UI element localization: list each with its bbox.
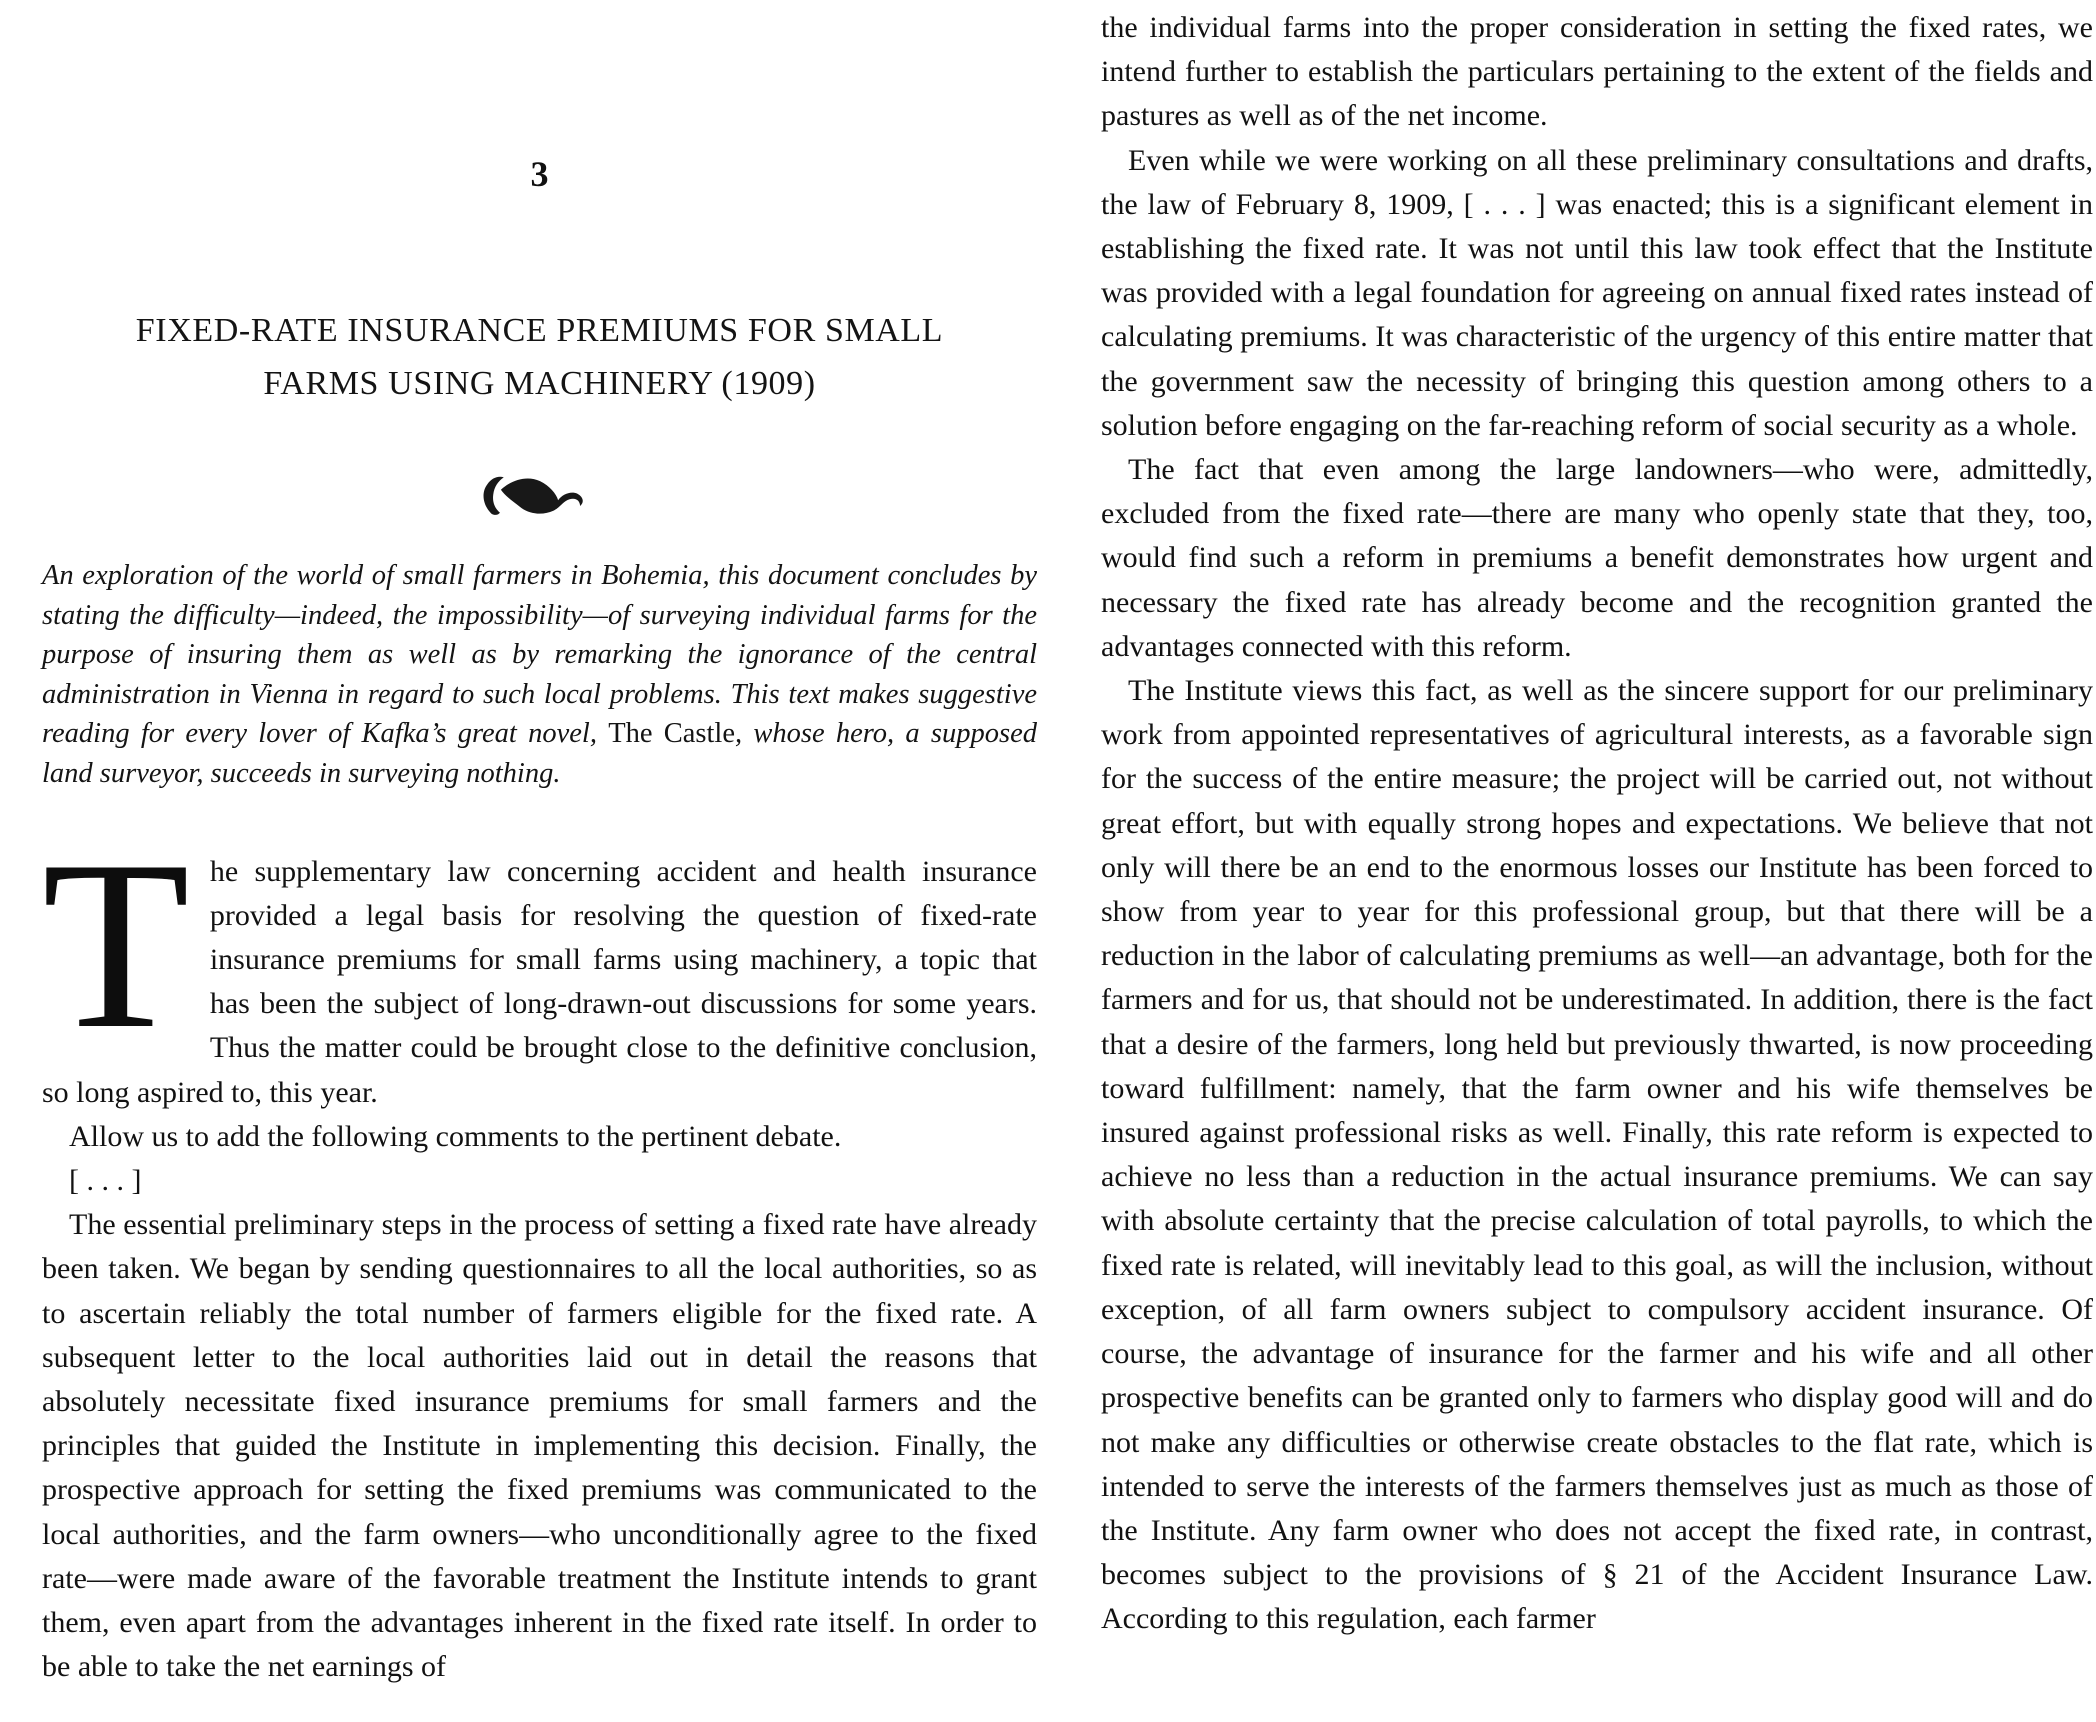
- editorial-note-text: An exploration of the world of small farmers in Bohemia, this document concludes by stating the difficulty—indeed, the impossibility—of surveying individual farms for the purpose of insuring them as well as by remarking the ignorance of the central administration in Vienna in regard to such local problems. This text makes suggestive reading for every lover of Kafka’s great novel,: [42, 560, 1037, 750]
- body-paragraph: Allow us to add the following comments to the pertinent debate.: [69, 1119, 842, 1153]
- left-column: [42, 0, 1037, 1722]
- left-column-body: [42, 810, 1037, 1690]
- book-title-mention: The Castle: [608, 718, 735, 750]
- body-paragraph: The fact that even among the large landowners—who were, admittedly, excluded from the fixed rate—there are many who openly state that they, too, would find such a reform in premiums a benefit demonstrates how urgent and necessary the fixed rate has already become and the recognition granted the advantages connected with this reform.: [1101, 453, 2093, 663]
- fleuron-ornament-icon: [42, 468, 1037, 522]
- editorial-note: [42, 556, 1037, 794]
- body-paragraph: The Institute views this fact, as well as the sincere support for our preliminary work from appointed representatives of agricultural interests, as a favorable sign for the success of the entire measure; the project will be carried out, not without great effort, but with equally strong hopes and expectations. We believe that not only will there be an end to the enormous losses our Institute has been forced to show from year to year for this professional group, but that there will be a reduction in the labor of calculating premiums as well—an advantage, both for the farmers and for us, that should not be underestimated. In addition, there is the fact that a desire of the farmers, long held but previously thwarted, is now proceeding toward fulfillment: namely, that the farm owner and his wife themselves be insured against professional risks as well. Finally, this rate reform is expected to achieve no less than a reduction in the actual insurance premiums. We can say with absolute certainty that the precise calculation of total payrolls, to which the fixed rate is related, will inevitably lead to this goal, as will the inclusion, without exception, of all farm owners subject to compulsory accident insurance. Of course, the advantage of insurance for the farmer and his wife and all other prospective benefits can be granted only to farmers who display good will and do not make any difficulties or otherwise create obstacles to the flat rate, which is intended to serve the interests of the farmers themselves just as much as those of the Institute. Any farm owner who does not accept the fixed rate, in contrast, becomes subject to the provisions of § 21 of the Accident Insurance Law. According to this regulation, each farmer: [1101, 674, 2093, 1636]
- body-paragraph: Even while we were working on all these preliminary consultations and drafts, the law of February 8, 1909, [ . . . ] was enacted; this is a significant element in establishing the fixed rate. It was not until this law took effect that the Institute was provided with a legal foundation for agreeing on annual fixed rates instead of calculating premiums. It was characteristic of the urgency of this entire matter that the government saw the necessity of bringing this question among others to a solution before engaging on the far-reaching reform of social security as a whole.: [1101, 143, 2093, 442]
- paragraph-text: he supplementary law concerning accident and health insurance provided a legal basis for resolving the question of fixed-rate insurance premiums for small farms using machinery, a topic that has been the subject of long-drawn-out discussions for some years. Thus the matter could be brought close to the definitive conclusion, so long aspired to, this year.: [42, 854, 1037, 1109]
- right-column: [1101, 0, 2093, 1722]
- chapter-number: 3: [530, 154, 549, 194]
- chapter-title: FIXED-RATE INSURANCE PREMIUMS FOR SMALL FARMS USING MACHINERY (1909): [135, 312, 944, 402]
- body-paragraph: [ . . . ]: [69, 1163, 142, 1197]
- drop-cap: T: [42, 810, 190, 1079]
- body-paragraph: [42, 810, 1037, 1115]
- editorial-note-text: , whose hero, a supposed land surveyor, succeeds in surveying nothing.: [42, 718, 1037, 789]
- body-paragraph: The essential preliminary steps in the process of setting a fixed rate have already been taken. We began by sending questionnaires to all the local authorities, so as to ascertain reliably the total number of farmers eligible for the fixed rate. A subsequent letter to the local authorities laid out in detail the reasons that absolutely necessitate fixed insurance premiums for small farmers and the principles that guided the Institute in implementing this decision. Finally, the prospective approach for setting the fixed premiums was communicated to the local authorities, and the farm owners—who unconditionally agree to the fixed rate—were made aware of the favorable treatment the Institute intends to grant them, even apart from the advantages inherent in the fixed rate itself. In order to be able to take the net earnings of: [42, 1208, 1037, 1684]
- body-paragraph: the individual farms into the proper consideration in setting the fixed rates, we intend further to establish the particulars pertaining to the extent of the fields and pastures as well as of the net income.: [1101, 11, 2093, 133]
